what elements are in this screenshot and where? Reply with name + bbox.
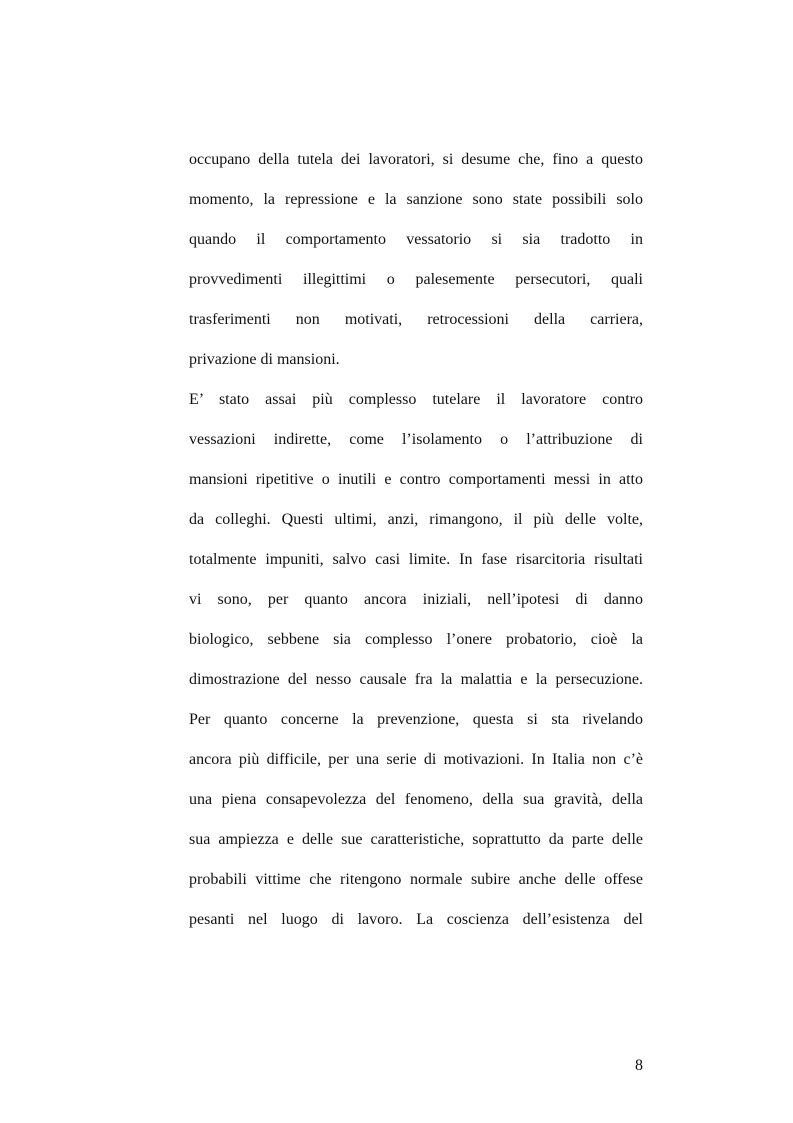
text-line: privazione di mansioni. xyxy=(189,351,340,368)
text-line: E’ stato assai più complesso tutelare il lavoratore contro xyxy=(189,391,643,408)
text-line: ancora più difficile, per una serie di motivazioni. In Italia non c’è xyxy=(189,751,643,768)
text-line: quando il comportamento vessatorio si sia tradotto in xyxy=(189,231,643,248)
text-line: trasferimenti non motivati, retrocessioni della carriera, xyxy=(189,311,643,328)
text-line: provvedimenti illegittimi o palesemente persecutori, quali xyxy=(189,271,643,288)
paragraph-2 xyxy=(189,380,643,700)
text-line: da colleghi. Questi ultimi, anzi, rimangono, il più delle volte, xyxy=(189,511,643,528)
text-line: vessazioni indirette, come l’isolamento o l’attribuzione di xyxy=(189,431,643,448)
text-line: una piena consapevolezza del fenomeno, della sua gravità, della xyxy=(189,791,643,808)
page-body xyxy=(189,140,643,940)
text-line: pesanti nel luogo di lavoro. La coscienza dell’esistenza del xyxy=(189,911,643,928)
text-line: mansioni ripetitive o inutili e contro comportamenti messi in atto xyxy=(189,471,643,488)
text-line: Per quanto concerne la prevenzione, questa si sta rivelando xyxy=(189,711,643,728)
text-line: dimostrazione del nesso causale fra la malattia e la persecuzione. xyxy=(189,671,643,688)
page-number: 8 xyxy=(635,1057,643,1074)
text-line: probabili vittime che ritengono normale subire anche delle offese xyxy=(189,871,643,888)
paragraph-1 xyxy=(189,140,643,380)
text-line: totalmente impuniti, salvo casi limite. In fase risarcitoria risultati xyxy=(189,551,643,568)
text-line: occupano della tutela dei lavoratori, si desume che, fino a questo xyxy=(189,151,643,168)
text-line: vi sono, per quanto ancora iniziali, nell’ipotesi di danno xyxy=(189,591,643,608)
text-line: momento, la repressione e la sanzione sono state possibili solo xyxy=(189,191,643,208)
text-line: biologico, sebbene sia complesso l’onere probatorio, cioè la xyxy=(189,631,643,648)
paragraph-3 xyxy=(189,700,643,940)
text-line: sua ampiezza e delle sue caratteristiche, soprattutto da parte delle xyxy=(189,831,643,848)
